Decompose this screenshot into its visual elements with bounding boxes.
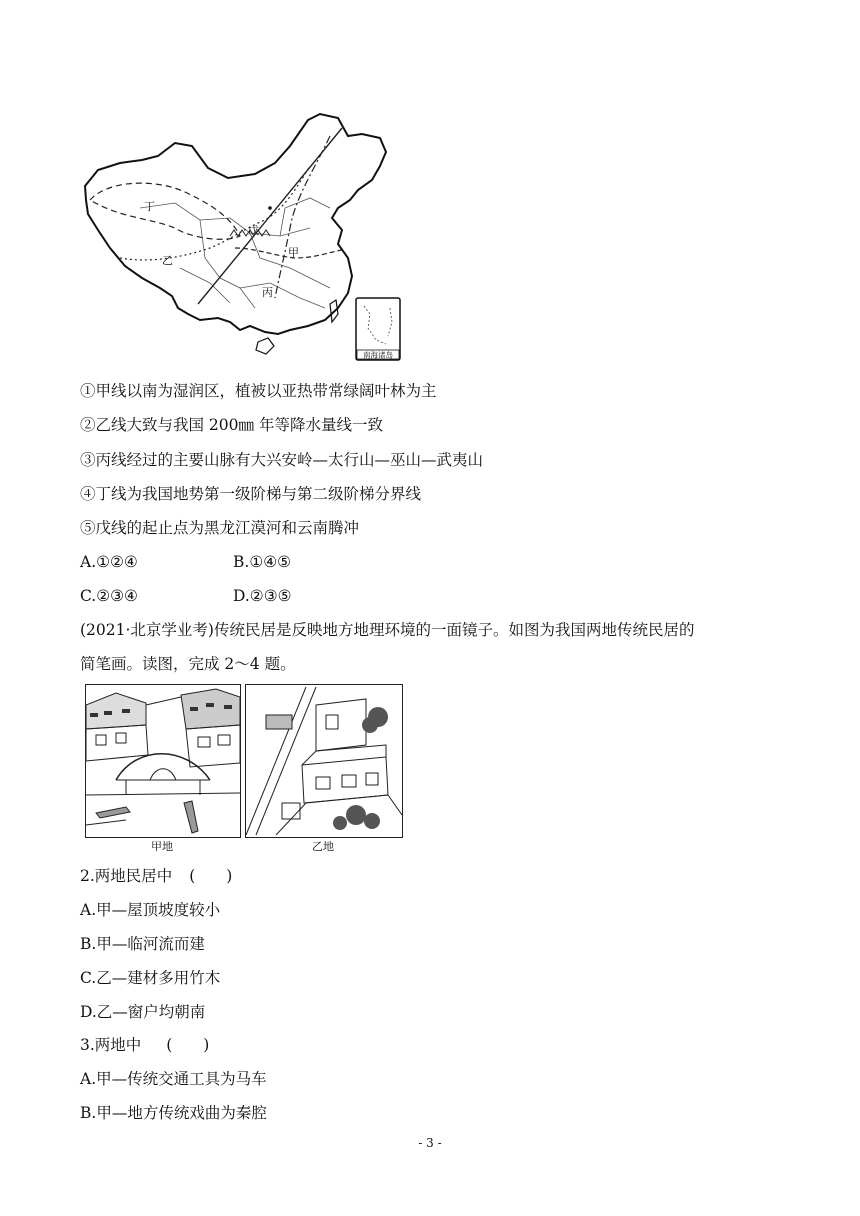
label-bing: 丙 xyxy=(262,286,273,299)
q2-option-c: C.乙—建材多用竹木 xyxy=(80,969,221,987)
q1-option-row-2 xyxy=(80,586,480,606)
q2-stem-text: 2.两地民居中 xyxy=(80,867,173,885)
statement-3: ③丙线经过的主要山脉有大兴安岭—太行山—巫山—武夷山 xyxy=(80,451,484,469)
label-wu: 戊 xyxy=(248,224,259,237)
china-map-figure xyxy=(80,108,410,364)
q1-option-a: A.①②④ xyxy=(80,553,138,571)
q1-option-row-1 xyxy=(80,552,480,572)
q1-option-d: D.②③⑤ xyxy=(233,587,292,605)
inset-label: 南海诸岛 xyxy=(363,350,393,360)
south-china-sea-inset xyxy=(356,298,400,360)
page-number: - 3 - xyxy=(418,1136,442,1150)
intro-line-1: (2021·北京学业考)传统民居是反映地方地理环境的一面镜子。如图为我国两地传统民居的 xyxy=(80,621,695,639)
caption-jia: 甲地 xyxy=(151,840,173,853)
q1-option-c: C.②③④ xyxy=(80,587,138,605)
q3-option-a: A.甲—传统交通工具为马车 xyxy=(80,1070,267,1088)
statement-1: ①甲线以南为湿润区，植被以亚热带常绿阔叶林为主 xyxy=(80,382,437,400)
statement-4: ④丁线为我国地势第一级阶梯与第二级阶梯分界线 xyxy=(80,485,422,503)
q2-option-b: B.甲—临河流而建 xyxy=(80,935,205,953)
q3-stem xyxy=(80,1035,209,1055)
q1-option-b: B.①④⑤ xyxy=(233,553,292,571)
label-yi: 乙 xyxy=(162,254,173,267)
beijing-dot xyxy=(268,206,272,210)
q3-answer-bracket: ( ) xyxy=(166,1036,210,1054)
photo-jia-canal-town xyxy=(85,684,241,838)
caption-yi: 乙地 xyxy=(312,840,334,853)
intro-line-2: 简笔画。读图，完成 2～4 题。 xyxy=(80,655,296,673)
statement-5: ⑤戊线的起止点为黑龙江漠河和云南腾冲 xyxy=(80,519,360,537)
q2-answer-bracket: ( ) xyxy=(189,867,233,885)
q3-option-b: B.甲—地方传统戏曲为秦腔 xyxy=(80,1104,267,1122)
statement-2: ②乙线大致与我国 200㎜ 年等降水量线一致 xyxy=(80,416,383,434)
china-outline xyxy=(85,114,386,334)
q2-option-a: A.甲—屋顶坡度较小 xyxy=(80,901,221,919)
line-ding xyxy=(90,183,240,239)
label-ding: 丁 xyxy=(144,200,155,213)
label-jia: 甲 xyxy=(288,246,299,259)
q2-stem xyxy=(80,866,232,886)
photo-yi-courtyard xyxy=(245,684,403,838)
q2-option-d: D.乙—窗户均朝南 xyxy=(80,1003,206,1021)
hainan-island xyxy=(256,338,274,354)
q3-stem-text: 3.两地中 xyxy=(80,1036,142,1054)
province-boundaries xyxy=(140,198,330,308)
